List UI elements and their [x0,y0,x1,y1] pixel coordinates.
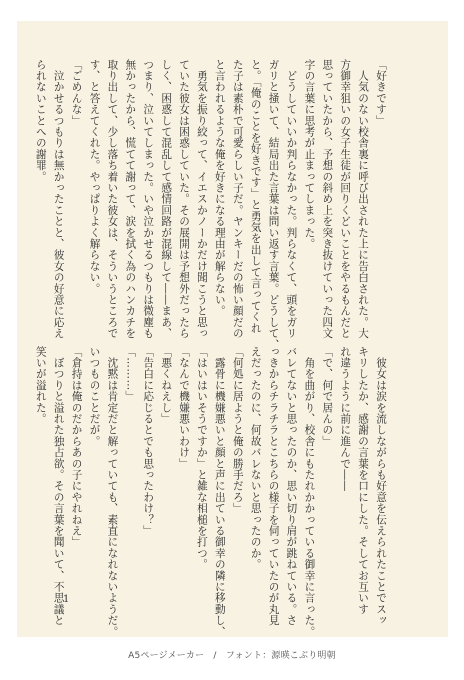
text-line: と。「俺のことを好きです」と勇気を出して言ってくれ [249,59,262,334]
text-line: 無かったから、慌てて謝って、涙を拭く為のハンカチを [124,59,137,339]
text-line: られないことへの謝罪。 [34,59,47,183]
text-line: 泣かせるつもりは無かったことと、彼女の好意に応え [52,59,65,339]
text-line: 「なんで機嫌悪いわけ」 [178,346,191,470]
text-line: 角を曲がり、校舎にもたれかかっている御幸に言った。 [303,346,316,638]
text-line: えだったのに、何故バレないと思ったのか。 [249,346,262,570]
text-line: つまり、泣いてしまった。いや泣かせるつもりは微塵も [142,59,155,339]
text-line: 方御幸狙いの女子生徒が回りくどいことをやるもんだと [339,59,352,339]
page-number: 1 [63,594,70,605]
text-line: っきからチラチラとこちらの様子を伺っていたのが丸見 [267,346,280,626]
text-line: す、と答えてくれた。やっぱりよく解らない。 [88,59,101,295]
text-line: 「で、何で居んの」 [321,346,334,447]
text-line: 「好きです」 [375,59,387,127]
text-line: 「告白に応じるとでも思ったわけ？」 [142,346,155,537]
text-line: 思っていたから、予想の斜め上を突き抜けていった四文 [321,59,334,339]
text-line: ていた彼女は困惑していた。その展開は予想外だったら [178,59,191,339]
text-line: 「悪くねえし」 [160,346,173,425]
text-line: 「何処に居ようと俺の勝手だろ」 [231,346,244,514]
text-line: 「ごめんな」 [70,59,83,127]
text-line: ガリと掻いて、結局出た言葉は問い返す言葉。どうして、 [267,59,280,351]
text-line: 取り出して、少し落ち着いた彼女は、そういうところで [106,59,119,339]
text-line: いつものことだが。 [88,346,101,447]
text-line: キリしたか、感謝の言葉を口にした。そしてお互いす [357,346,370,615]
text-line: 「はいはいそうですか」と雑な相槌を打つ。 [195,346,208,570]
text-line: 「………」 [124,346,137,402]
text-line: 人気のない校舎裏に呼び出された上に告白された。大 [357,59,370,339]
text-line: 「倉持は俺のだからあの子にやれねえ」 [70,346,83,548]
text-line: 彼女は涙を流しながらも好意を伝えられたことでスッ [375,346,387,626]
credit-line: A5ページメーカー / フォント：源暎こぶり明朝 [128,651,336,661]
upper-text-block [34,59,389,351]
lower-text-block [34,346,389,638]
text-line: 勇気を振り絞って、イエスかノーかだけ聞こうと思っ [195,59,208,339]
text-line: バレてないと思ったのか、思い切り肩が跳ねている。さ [285,346,298,626]
text-line: 笑いが溢れた。 [34,346,47,425]
manuscript-page [17,21,448,637]
text-line: 沈黙は肯定だと解っていても、素直になれないようだ。 [106,346,119,638]
text-line: 字の言葉に思考が止まってしまった。 [303,59,316,250]
text-line: しく、困惑して混乱して感情回路が混線して――まあ、 [160,59,173,339]
text-line: た子は素朴で可愛らしい子だ。ヤンキーだの怖い顔だの [231,59,244,339]
text-line: ぼつりと溢れた独占欲。その言葉を聞いて、不思議と [52,346,65,626]
text-line: と言われるような俺を好きになる理由が解らない。 [213,59,226,317]
text-line: 露骨に機嫌悪いと顔と声に出ている御幸の隣に移動し、 [213,346,226,638]
text-line: どうしていいか判らなかった。判らなくて、頭をガリ [285,59,298,339]
text-line: れ違うように前に進んで―― [339,346,352,492]
